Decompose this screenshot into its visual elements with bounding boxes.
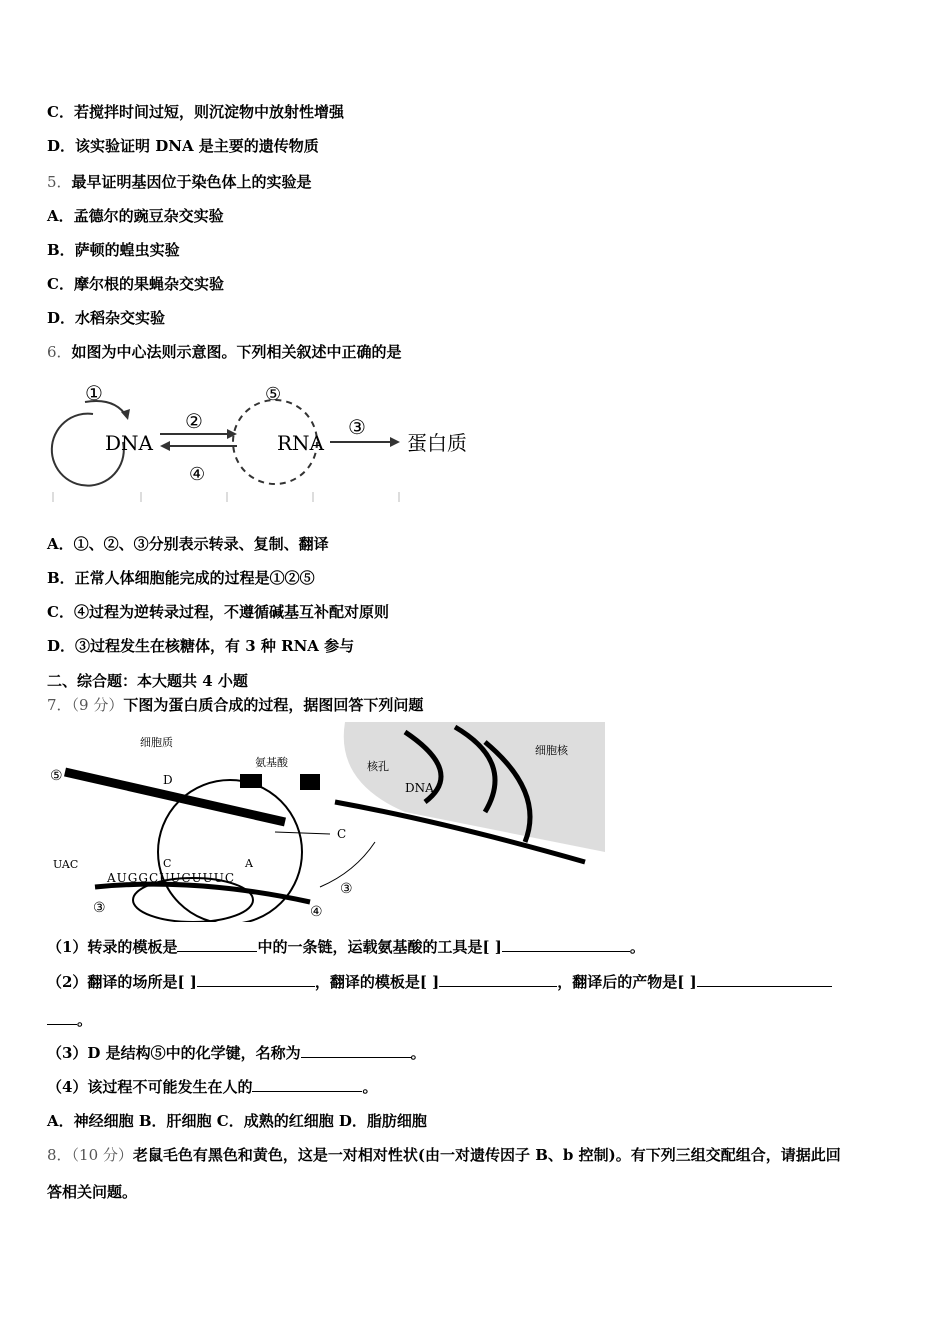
q6-option-a: A．①、②、③分别表示转录、复制、翻译 bbox=[47, 535, 329, 553]
question-5 bbox=[47, 172, 312, 192]
answer-blank[interactable] bbox=[252, 1077, 362, 1092]
answer-blank[interactable] bbox=[502, 937, 630, 952]
label-3b: ③ bbox=[340, 881, 353, 897]
q6-option-d: D．③过程发生在核糖体，有 3 种 RNA 参与 bbox=[47, 637, 355, 655]
label-5: ⑤ bbox=[265, 384, 282, 405]
answer-blank[interactable] bbox=[197, 972, 315, 987]
text: （2）翻译的场所是[ ] bbox=[47, 973, 197, 991]
label-dna: DNA bbox=[105, 431, 153, 455]
text: 。 bbox=[362, 1078, 378, 1096]
text: ，翻译的模板是[ ] bbox=[314, 973, 440, 991]
label-protein: 蛋白质 bbox=[407, 431, 467, 455]
section-2-heading: 二、综合题：本大题共 4 小题 bbox=[47, 672, 248, 690]
q7-part-1 bbox=[47, 937, 645, 957]
q5-option-b: B．萨顿的蝗虫实验 bbox=[47, 241, 180, 259]
anticodon-c: C bbox=[163, 857, 172, 870]
answer-blank[interactable] bbox=[697, 972, 832, 987]
question-number: 8． bbox=[47, 1146, 72, 1164]
label-5: ⑤ bbox=[50, 768, 63, 784]
question-8 bbox=[47, 1145, 841, 1165]
text: 。 bbox=[77, 1011, 93, 1029]
label-4: ④ bbox=[189, 464, 206, 485]
question-score: （9 分） bbox=[71, 696, 124, 714]
question-text: 如图为中心法则示意图。下列相关叙述中正确的是 bbox=[71, 343, 402, 361]
q5-option-a: A．孟德尔的豌豆杂交实验 bbox=[47, 207, 224, 225]
label-3a: ③ bbox=[93, 900, 106, 916]
q7-options: A．神经细胞 B．肝细胞 C．成熟的红细胞 D．脂肪细胞 bbox=[47, 1112, 427, 1130]
anticodon-uac: UAC bbox=[53, 858, 79, 871]
question-text: 老鼠毛色有黑色和黄色，这是一对相对性状(由一对遗传因子 B、b 控制)。有下列三组交配组合，请据此回 bbox=[132, 1146, 841, 1164]
mrna-sequence: AUGGCUUCUUUC bbox=[107, 871, 236, 885]
question-score: （10 分） bbox=[71, 1146, 133, 1164]
text: 。 bbox=[410, 1044, 426, 1062]
text: （1）转录的模板是 bbox=[47, 938, 178, 956]
question-number: 6． bbox=[47, 343, 72, 361]
question-number: 5． bbox=[47, 173, 72, 191]
q7-part-3 bbox=[47, 1043, 426, 1063]
q4-option-d: D．该实验证明 DNA 是主要的遗传物质 bbox=[47, 137, 319, 155]
text: （3）D 是结构⑤中的化学键，名称为 bbox=[47, 1044, 301, 1062]
question-8-cont: 答相关问题。 bbox=[47, 1183, 138, 1201]
q5-option-c: C．摩尔根的果蝇杂交实验 bbox=[47, 275, 224, 293]
label-amino-acid: 氨基酸 bbox=[255, 756, 288, 769]
label-c: C bbox=[337, 827, 347, 841]
central-dogma-diagram bbox=[45, 372, 495, 507]
anticodon-a: A bbox=[245, 857, 253, 870]
label-nucleus: 细胞核 bbox=[535, 744, 568, 757]
label-4: ④ bbox=[310, 904, 323, 920]
label-dna: DNA bbox=[405, 781, 434, 795]
text: （4）该过程不可能发生在人的 bbox=[47, 1078, 253, 1096]
label-d: D bbox=[163, 773, 173, 787]
answer-blank[interactable] bbox=[177, 937, 257, 952]
question-6 bbox=[47, 342, 402, 362]
label-2: ② bbox=[185, 409, 203, 433]
answer-blank[interactable] bbox=[47, 1010, 77, 1025]
q7-part-2 bbox=[47, 972, 832, 992]
q7-part-4 bbox=[47, 1077, 377, 1097]
label-cytoplasm: 细胞质 bbox=[140, 736, 173, 749]
q7-part-2-cont bbox=[47, 1010, 92, 1030]
text: 。 bbox=[629, 938, 645, 956]
question-number: 7． bbox=[47, 696, 72, 714]
label-rna: RNA bbox=[277, 431, 325, 455]
question-text: 下图为蛋白质合成的过程，据图回答下列问题 bbox=[123, 696, 424, 714]
q6-option-b: B．正常人体细胞能完成的过程是①②⑤ bbox=[47, 569, 315, 587]
label-1: ① bbox=[85, 381, 103, 405]
q6-option-c: C．④过程为逆转录过程，不遵循碱基互补配对原则 bbox=[47, 603, 389, 621]
text: 中的一条链，运载氨基酸的工具是[ ] bbox=[257, 938, 502, 956]
label-3: ③ bbox=[348, 415, 366, 439]
question-7 bbox=[47, 695, 423, 715]
text: ，翻译后的产物是[ ] bbox=[557, 973, 697, 991]
q5-option-d: D．水稻杂交实验 bbox=[47, 309, 166, 327]
label-nuclear-pore: 核孔 bbox=[367, 760, 389, 773]
protein-synthesis-diagram bbox=[45, 722, 605, 922]
answer-blank[interactable] bbox=[439, 972, 557, 987]
q4-option-c: C．若搅拌时间过短，则沉淀物中放射性增强 bbox=[47, 103, 344, 121]
answer-blank[interactable] bbox=[301, 1043, 411, 1058]
question-text: 最早证明基因位于染色体上的实验是 bbox=[71, 173, 312, 191]
